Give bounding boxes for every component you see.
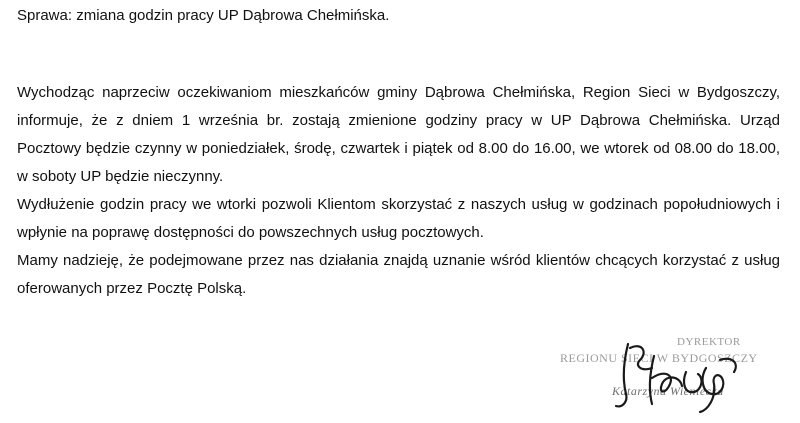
letter-subject: Sprawa: zmiana godzin pracy UP Dąbrowa Chełmińska. bbox=[17, 7, 390, 24]
stamp-title: DYREKTOR bbox=[677, 336, 741, 348]
paragraph-benefit: Wydłużenie godzin pracy we wtorki pozwoli Klientom skorzystać z naszych usług w godzinach popołudniowych i wpłynie na poprawę dostępności do powszechnych usług pocztowych. bbox=[17, 196, 780, 241]
letter-body bbox=[17, 79, 780, 303]
paragraph-closing: Mamy nadzieję, że podejmowane przez nas działania znajdą uznanie wśród klientów chcących korzystać z usług oferowanych przez Pocztę Polską. bbox=[17, 252, 780, 297]
stamp-name: Katarzyna Wieniecka bbox=[612, 384, 724, 398]
handwritten-signature bbox=[608, 338, 748, 416]
stamp-region: REGIONU SIECI W BYDGOSZCZY bbox=[560, 351, 758, 365]
signature-stamp bbox=[560, 336, 795, 416]
paragraph-announcement: Wychodząc naprzeciw oczekiwaniom mieszkańców gminy Dąbrowa Chełmińska, Region Sieci w Bydgoszczy, informuje, że z dniem 1 września br. zostają zmienione godziny pracy w UP Dąbrowa Chełmińska. Urząd Pocztowy będzie czynny w poniedziałek, środę, czwartek i piątek od 8.00 do 16.00, we wtorek od 08.00 do 18.00, w soboty UP będzie nieczynny. bbox=[17, 84, 780, 185]
